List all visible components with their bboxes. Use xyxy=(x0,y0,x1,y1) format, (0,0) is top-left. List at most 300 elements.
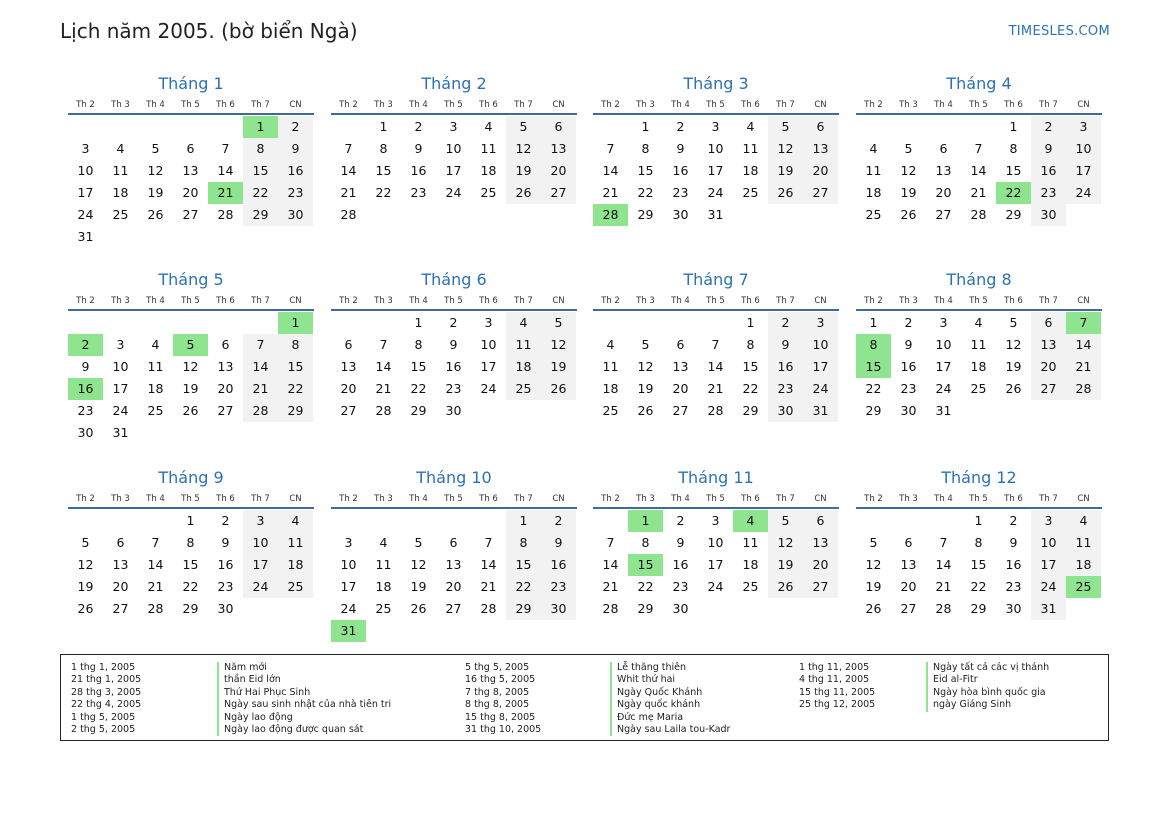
weekday-label: Th 6 xyxy=(479,99,498,110)
weekday-header xyxy=(331,96,577,115)
day-cell: 10 xyxy=(445,141,462,156)
holiday-day-cell: 2 xyxy=(68,334,103,356)
day-cell: 28 xyxy=(147,601,164,616)
day-cell: 17 xyxy=(803,356,838,378)
day-cell: 27 xyxy=(672,403,689,418)
day-cell: 26 xyxy=(768,576,803,598)
legend-date: 15 thg 8, 2005 xyxy=(465,711,536,723)
day-cell: 28 xyxy=(602,601,619,616)
day-cell: 4 xyxy=(116,141,125,156)
weekday-label: Th 5 xyxy=(706,493,725,504)
legend-holiday-name: Ngày sau Laila tou-Kadr xyxy=(610,724,730,736)
day-cell: 18 xyxy=(970,359,987,374)
day-cell: 7 xyxy=(484,535,493,550)
empty-cell xyxy=(331,312,366,334)
day-cell: 19 xyxy=(768,160,803,182)
day-cell: 23 xyxy=(217,579,234,594)
legend-date: 21 thg 1, 2005 xyxy=(71,674,142,686)
day-cell: 9 xyxy=(221,535,230,550)
day-cell: 20 xyxy=(1031,356,1066,378)
holiday-day-cell: 8 xyxy=(856,334,891,356)
day-cell: 6 xyxy=(803,510,838,532)
month-name: Tháng 2 xyxy=(421,74,487,93)
day-cell: 28 xyxy=(217,207,234,222)
weekday-label: Th 4 xyxy=(146,295,165,306)
day-cell: 4 xyxy=(278,510,313,532)
day-cell: 21 xyxy=(243,378,278,400)
weekday-label: Th 6 xyxy=(1004,99,1023,110)
day-cell: 8 xyxy=(974,535,983,550)
day-cell: 22 xyxy=(243,182,278,204)
day-cell: 1 xyxy=(379,119,388,134)
day-cell: 27 xyxy=(803,182,838,204)
day-cell: 1 xyxy=(186,513,195,528)
day-cell: 4 xyxy=(484,119,493,134)
legend-date: 31 thg 10, 2005 xyxy=(465,723,542,735)
day-cell: 9 xyxy=(904,337,913,352)
day-cell: 15 xyxy=(410,359,427,374)
day-cell: 8 xyxy=(641,535,650,550)
day-cell: 10 xyxy=(803,334,838,356)
day-cell: 24 xyxy=(803,378,838,400)
day-cell: 26 xyxy=(1005,381,1022,396)
month-block xyxy=(68,467,314,620)
empty-cell xyxy=(173,116,208,138)
day-cell: 20 xyxy=(445,579,462,594)
holiday-day-cell: 15 xyxy=(628,554,663,576)
weekday-label: CN xyxy=(289,99,302,110)
day-grid xyxy=(856,509,1101,620)
day-cell: 26 xyxy=(77,601,94,616)
day-cell: 15 xyxy=(182,557,199,572)
weekday-label: CN xyxy=(1077,295,1090,306)
day-cell: 22 xyxy=(506,576,541,598)
day-cell: 2 xyxy=(676,119,685,134)
day-cell: 26 xyxy=(182,403,199,418)
day-cell: 2 xyxy=(676,513,685,528)
legend-date: 25 thg 12, 2005 xyxy=(799,699,876,711)
day-cell: 31 xyxy=(1031,598,1066,620)
day-cell: 10 xyxy=(112,359,129,374)
day-cell: 12 xyxy=(182,359,199,374)
weekday-label: CN xyxy=(814,99,827,110)
month-name: Tháng 5 xyxy=(158,270,224,289)
weekday-label: Th 6 xyxy=(741,493,760,504)
day-cell: 17 xyxy=(243,554,278,576)
weekday-label: Th 7 xyxy=(251,493,270,504)
holiday-day-cell: 15 xyxy=(856,356,891,378)
day-cell: 28 xyxy=(970,207,987,222)
day-cell: 22 xyxy=(742,381,759,396)
day-cell: 12 xyxy=(147,163,164,178)
day-cell: 30 xyxy=(77,425,94,440)
day-cell: 11 xyxy=(112,163,129,178)
day-cell: 4 xyxy=(379,535,388,550)
legend-date: 4 thg 11, 2005 xyxy=(799,674,870,686)
day-cell: 13 xyxy=(340,359,357,374)
day-cell: 28 xyxy=(340,207,357,222)
day-cell: 12 xyxy=(768,138,803,160)
empty-cell xyxy=(891,116,926,138)
day-cell: 4 xyxy=(151,337,160,352)
day-cell: 5 xyxy=(869,535,878,550)
holiday-day-cell: 1 xyxy=(278,312,313,334)
empty-cell xyxy=(68,312,103,334)
weekday-label: Th 4 xyxy=(934,295,953,306)
empty-cell xyxy=(401,510,436,532)
day-cell: 20 xyxy=(803,160,838,182)
month-name: Tháng 11 xyxy=(678,468,754,487)
empty-cell xyxy=(856,510,891,532)
day-cell: 19 xyxy=(541,356,576,378)
day-cell: 24 xyxy=(1066,182,1101,204)
weekday-label: Th 2 xyxy=(339,493,358,504)
holiday-day-cell: 1 xyxy=(628,510,663,532)
legend-date: 22 thg 4, 2005 xyxy=(71,699,142,711)
day-cell: 16 xyxy=(541,554,576,576)
empty-cell xyxy=(436,510,471,532)
month-block xyxy=(331,269,577,422)
month-block xyxy=(68,73,314,248)
empty-cell xyxy=(173,312,208,334)
day-cell: 16 xyxy=(217,557,234,572)
day-cell: 20 xyxy=(672,381,689,396)
weekday-label: Th 6 xyxy=(479,295,498,306)
weekday-header xyxy=(856,490,1102,509)
day-cell: 10 xyxy=(77,163,94,178)
day-cell: 11 xyxy=(602,359,619,374)
weekday-label: Th 7 xyxy=(1039,295,1058,306)
day-cell: 4 xyxy=(1066,510,1101,532)
weekday-label: Th 3 xyxy=(899,493,918,504)
day-cell: 23 xyxy=(672,579,689,594)
day-cell: 25 xyxy=(506,378,541,400)
day-cell: 15 xyxy=(637,163,654,178)
day-cell: 7 xyxy=(379,337,388,352)
legend-date: 1 thg 11, 2005 xyxy=(799,662,870,673)
day-cell: 5 xyxy=(768,116,803,138)
weekday-label: Th 5 xyxy=(969,99,988,110)
day-cell: 8 xyxy=(506,532,541,554)
empty-cell xyxy=(891,510,926,532)
day-cell: 20 xyxy=(900,579,917,594)
legend-holiday-name: Ngày lao động xyxy=(217,712,293,724)
month-name: Tháng 12 xyxy=(941,468,1017,487)
weekday-header xyxy=(856,96,1102,115)
weekday-label: CN xyxy=(814,295,827,306)
day-cell: 24 xyxy=(480,381,497,396)
day-cell: 9 xyxy=(1009,535,1018,550)
day-cell: 9 xyxy=(676,141,685,156)
holiday-day-cell: 1 xyxy=(243,116,278,138)
day-cell: 21 xyxy=(970,185,987,200)
day-cell: 2 xyxy=(414,119,423,134)
day-cell: 20 xyxy=(217,381,234,396)
day-cell: 27 xyxy=(217,403,234,418)
day-cell: 18 xyxy=(742,557,759,572)
weekday-label: Th 2 xyxy=(76,99,95,110)
day-cell: 24 xyxy=(1031,576,1066,598)
day-cell: 18 xyxy=(112,185,129,200)
empty-cell xyxy=(856,116,891,138)
weekday-label: CN xyxy=(552,493,565,504)
day-cell: 29 xyxy=(278,400,313,422)
weekday-label: Th 2 xyxy=(76,493,95,504)
month-name: Tháng 10 xyxy=(416,468,492,487)
day-cell: 13 xyxy=(803,532,838,554)
day-cell: 12 xyxy=(506,138,541,160)
legend-holiday-name: Ngày hòa bình quốc gia xyxy=(926,687,1046,699)
weekday-label: Th 2 xyxy=(864,99,883,110)
day-cell: 26 xyxy=(865,601,882,616)
holiday-day-cell: 4 xyxy=(733,510,768,532)
holiday-day-cell: 22 xyxy=(996,182,1031,204)
day-cell: 15 xyxy=(243,160,278,182)
day-cell: 21 xyxy=(935,579,952,594)
day-cell: 30 xyxy=(278,204,313,226)
day-cell: 21 xyxy=(707,381,724,396)
day-cell: 24 xyxy=(340,601,357,616)
day-cell: 4 xyxy=(746,119,755,134)
weekday-label: Th 7 xyxy=(776,493,795,504)
day-cell: 31 xyxy=(803,400,838,422)
legend-holiday-name: Ngày quốc khánh xyxy=(610,699,700,711)
day-cell: 15 xyxy=(506,554,541,576)
weekday-label: Th 3 xyxy=(111,295,130,306)
holiday-day-cell: 7 xyxy=(1066,312,1101,334)
weekday-label: Th 3 xyxy=(111,493,130,504)
page-title: Lịch năm 2005. (bờ biển Ngà) xyxy=(60,19,358,43)
day-cell: 30 xyxy=(768,400,803,422)
day-cell: 1 xyxy=(869,315,878,330)
weekday-label: Th 5 xyxy=(444,295,463,306)
weekday-label: Th 3 xyxy=(899,295,918,306)
empty-cell xyxy=(961,116,996,138)
day-grid xyxy=(593,311,838,422)
day-cell: 17 xyxy=(707,557,724,572)
day-cell: 16 xyxy=(672,557,689,572)
day-cell: 21 xyxy=(375,381,392,396)
day-cell: 22 xyxy=(865,381,882,396)
day-cell: 21 xyxy=(602,579,619,594)
weekday-label: Th 5 xyxy=(444,493,463,504)
day-cell: 30 xyxy=(445,403,462,418)
day-cell: 19 xyxy=(1005,359,1022,374)
day-cell: 6 xyxy=(803,116,838,138)
day-cell: 2 xyxy=(221,513,230,528)
day-cell: 18 xyxy=(375,579,392,594)
legend-holiday-name: ngày Giáng Sinh xyxy=(926,699,1011,711)
day-cell: 6 xyxy=(221,337,230,352)
empty-cell xyxy=(68,116,103,138)
holiday-day-cell: 5 xyxy=(173,334,208,356)
weekday-label: Th 6 xyxy=(1004,493,1023,504)
month-block xyxy=(856,73,1102,226)
day-cell: 9 xyxy=(541,532,576,554)
day-cell: 13 xyxy=(445,557,462,572)
empty-cell xyxy=(208,116,243,138)
day-cell: 16 xyxy=(1031,160,1066,182)
day-cell: 25 xyxy=(147,403,164,418)
day-cell: 21 xyxy=(602,185,619,200)
holiday-day-cell: 31 xyxy=(331,620,366,642)
day-cell: 13 xyxy=(182,163,199,178)
weekday-label: Th 6 xyxy=(1004,295,1023,306)
day-cell: 10 xyxy=(340,557,357,572)
day-cell: 25 xyxy=(480,185,497,200)
day-cell: 13 xyxy=(541,138,576,160)
day-cell: 5 xyxy=(151,141,160,156)
day-cell: 2 xyxy=(449,315,458,330)
day-cell: 29 xyxy=(742,403,759,418)
day-cell: 21 xyxy=(1066,356,1101,378)
day-cell: 5 xyxy=(506,116,541,138)
day-cell: 17 xyxy=(112,381,129,396)
day-cell: 24 xyxy=(243,576,278,598)
day-cell: 28 xyxy=(935,601,952,616)
empty-cell xyxy=(331,510,366,532)
legend-date: 28 thg 3, 2005 xyxy=(71,686,142,698)
day-cell: 6 xyxy=(676,337,685,352)
weekday-label: Th 2 xyxy=(339,99,358,110)
day-cell: 21 xyxy=(147,579,164,594)
day-cell: 1 xyxy=(974,513,983,528)
weekday-label: Th 6 xyxy=(479,493,498,504)
weekday-label: Th 3 xyxy=(374,295,393,306)
day-cell: 24 xyxy=(707,185,724,200)
day-cell: 15 xyxy=(1005,163,1022,178)
day-cell: 30 xyxy=(1005,601,1022,616)
day-cell: 4 xyxy=(506,312,541,334)
day-cell: 7 xyxy=(606,535,615,550)
day-cell: 11 xyxy=(278,532,313,554)
legend-holiday-name: Ngày sau sinh nhật của nhà tiên tri xyxy=(217,699,391,711)
month-block xyxy=(68,269,314,444)
day-cell: 23 xyxy=(768,378,803,400)
day-cell: 6 xyxy=(449,535,458,550)
day-cell: 25 xyxy=(742,185,759,200)
day-cell: 27 xyxy=(112,601,129,616)
day-cell: 3 xyxy=(711,513,720,528)
day-cell: 3 xyxy=(344,535,353,550)
day-grid xyxy=(856,115,1101,226)
holiday-day-cell: 16 xyxy=(68,378,103,400)
weekday-header xyxy=(593,490,839,509)
day-cell: 8 xyxy=(414,337,423,352)
day-cell: 5 xyxy=(414,535,423,550)
day-cell: 19 xyxy=(865,579,882,594)
weekday-label: Th 4 xyxy=(671,295,690,306)
day-cell: 22 xyxy=(637,185,654,200)
empty-cell xyxy=(103,312,138,334)
weekday-label: CN xyxy=(289,493,302,504)
weekday-label: Th 4 xyxy=(146,99,165,110)
day-cell: 1 xyxy=(641,119,650,134)
empty-cell xyxy=(628,312,663,334)
weekday-label: CN xyxy=(1077,493,1090,504)
weekday-label: Th 3 xyxy=(636,295,655,306)
weekday-label: CN xyxy=(552,99,565,110)
brand-link[interactable]: TIMESLES.COM xyxy=(1008,24,1110,39)
weekday-label: Th 7 xyxy=(514,295,533,306)
legend-holiday-name: Thứ Hai Phục Sinh xyxy=(217,687,310,699)
day-cell: 31 xyxy=(112,425,129,440)
day-cell: 10 xyxy=(243,532,278,554)
day-cell: 28 xyxy=(375,403,392,418)
empty-cell xyxy=(138,312,173,334)
empty-cell xyxy=(103,116,138,138)
day-cell: 16 xyxy=(1005,557,1022,572)
day-cell: 13 xyxy=(803,138,838,160)
day-cell: 17 xyxy=(935,359,952,374)
weekday-label: Th 3 xyxy=(636,99,655,110)
day-cell: 19 xyxy=(900,185,917,200)
day-cell: 12 xyxy=(410,557,427,572)
weekday-label: Th 6 xyxy=(741,99,760,110)
day-cell: 10 xyxy=(707,141,724,156)
weekday-label: Th 6 xyxy=(216,493,235,504)
day-cell: 12 xyxy=(77,557,94,572)
day-cell: 29 xyxy=(410,403,427,418)
day-cell: 5 xyxy=(768,510,803,532)
day-cell: 1 xyxy=(1009,119,1018,134)
day-cell: 27 xyxy=(340,403,357,418)
empty-cell xyxy=(366,510,401,532)
day-cell: 7 xyxy=(939,535,948,550)
day-cell: 27 xyxy=(803,576,838,598)
empty-cell xyxy=(138,116,173,138)
empty-cell xyxy=(593,510,628,532)
legend-holiday-name: Eid al-Fitr xyxy=(926,674,978,686)
day-cell: 11 xyxy=(480,141,497,156)
day-cell: 27 xyxy=(541,182,576,204)
day-cell: 9 xyxy=(81,359,90,374)
month-name: Tháng 8 xyxy=(946,270,1012,289)
month-block xyxy=(331,73,577,226)
day-cell: 13 xyxy=(112,557,129,572)
day-cell: 11 xyxy=(742,141,759,156)
day-cell: 14 xyxy=(602,163,619,178)
day-cell: 9 xyxy=(414,141,423,156)
day-cell: 27 xyxy=(445,601,462,616)
empty-cell xyxy=(926,510,961,532)
day-cell: 23 xyxy=(1031,182,1066,204)
day-cell: 17 xyxy=(707,163,724,178)
day-cell: 17 xyxy=(480,359,497,374)
day-cell: 17 xyxy=(445,163,462,178)
day-cell: 12 xyxy=(768,532,803,554)
day-cell: 12 xyxy=(1005,337,1022,352)
day-cell: 15 xyxy=(970,557,987,572)
day-cell: 25 xyxy=(278,576,313,598)
day-cell: 13 xyxy=(672,359,689,374)
weekday-label: Th 3 xyxy=(374,493,393,504)
holiday-day-cell: 21 xyxy=(208,182,243,204)
weekday-label: Th 7 xyxy=(251,99,270,110)
weekday-label: Th 5 xyxy=(181,493,200,504)
month-name: Tháng 9 xyxy=(158,468,224,487)
weekday-label: Th 4 xyxy=(671,493,690,504)
weekday-label: Th 5 xyxy=(444,99,463,110)
day-cell: 6 xyxy=(344,337,353,352)
day-cell: 23 xyxy=(900,381,917,396)
month-block xyxy=(331,467,577,642)
day-cell: 23 xyxy=(77,403,94,418)
day-cell: 26 xyxy=(900,207,917,222)
weekday-label: CN xyxy=(814,493,827,504)
empty-cell xyxy=(471,510,506,532)
day-cell: 6 xyxy=(116,535,125,550)
